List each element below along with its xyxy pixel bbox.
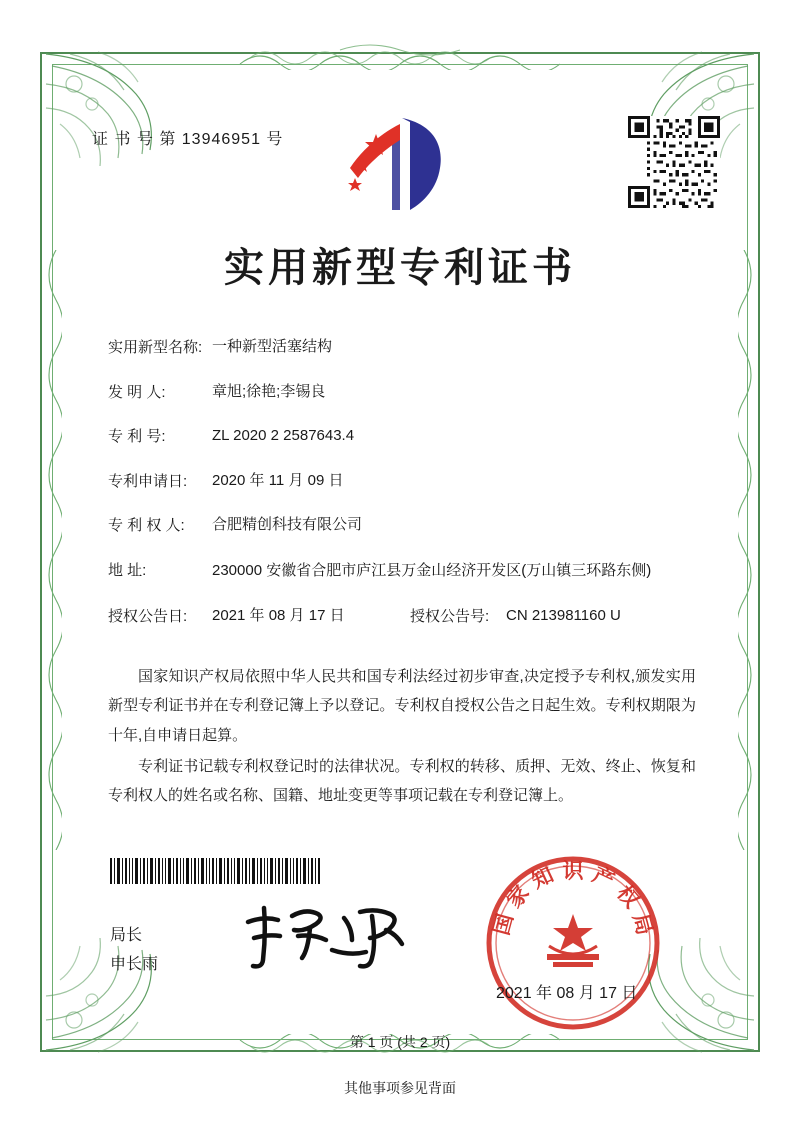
- seal-date: 2021 年 08 月 17 日: [496, 985, 638, 1002]
- paragraph-2: 专利证书记载专利权登记时的法律状况。专利权的转移、质押、无效、终止、恢复和专利权人的姓名或名称、国籍、地址变更等事项记载在专利登记簿上。: [108, 757, 696, 804]
- field-label: 发 明 人:: [108, 383, 166, 401]
- field-label: 专 利 号:: [108, 428, 166, 445]
- page-number: 第 1 页 (共 2 页): [349, 1034, 451, 1050]
- announcement-number-label: 授权公告号:: [410, 608, 490, 626]
- field-list: [108, 336, 708, 650]
- field-row-utility-model-name: [108, 336, 708, 359]
- field-row-announcement: [108, 605, 708, 628]
- svg-text:识: 识: [562, 860, 584, 883]
- signature-block: [110, 922, 158, 980]
- field-row-application-date: [108, 470, 708, 493]
- signature-handwriting: [236, 900, 426, 972]
- svg-text:局: 局: [628, 911, 656, 938]
- field-label: 实用新型名称:: [108, 339, 203, 356]
- paragraph-1: 国家知识产权局依照中华人民共和国专利法经过初步审查,决定授予专利权,颁发实用新型专利证书并在专利登记簿上予以登记。专利权自授权公告之日起生效。专利权期限为十年,自申请日起算。: [108, 668, 696, 744]
- field-value: 合肥精创科技有限公司: [212, 516, 363, 533]
- barcode-icon: [110, 858, 320, 884]
- qr-code-icon: [628, 116, 720, 208]
- signature-role: 局长: [110, 927, 143, 944]
- field-value: 章旭;徐艳;李锡良: [212, 382, 326, 400]
- announcement-date-label: 授权公告日:: [108, 608, 188, 626]
- svg-text:国: 国: [490, 911, 518, 938]
- legal-text: [108, 662, 696, 812]
- svg-text:家: 家: [502, 881, 534, 913]
- field-row-patent-number: [108, 425, 708, 448]
- announcement-date-value: 2021 年 08 月 17 日: [212, 607, 345, 625]
- field-value: 2020 年 11 月 09 日: [212, 471, 344, 489]
- field-value: 230000 安徽省合肥市庐江县万金山经济开发区(万山镇三环路东侧): [212, 561, 652, 579]
- field-row-address: [108, 559, 708, 584]
- field-label: 地 址:: [108, 561, 147, 579]
- svg-text:产: 产: [588, 863, 618, 894]
- signature-name: 申长雨: [110, 955, 159, 973]
- field-value: ZL 2020 2 2587643.4: [212, 427, 355, 444]
- certificate-number: 证 书 号 第 13946951 号: [92, 131, 284, 148]
- official-seal-icon: [478, 848, 668, 1038]
- field-label: 专 利 权 人:: [108, 517, 185, 534]
- field-label: 专利申请日:: [108, 472, 188, 490]
- svg-text:知: 知: [528, 863, 558, 894]
- sipo-logo-icon: [340, 110, 460, 220]
- field-row-patentee: [108, 514, 708, 537]
- field-value: 一种新型活塞结构: [212, 338, 333, 355]
- field-row-inventor: [108, 381, 708, 404]
- announcement-number-value: CN 213981160 U: [506, 607, 621, 625]
- backside-note: 其他事项参见背面: [344, 1080, 456, 1096]
- page-title: 实用新型专利证书: [224, 246, 576, 290]
- svg-text:权: 权: [612, 881, 644, 913]
